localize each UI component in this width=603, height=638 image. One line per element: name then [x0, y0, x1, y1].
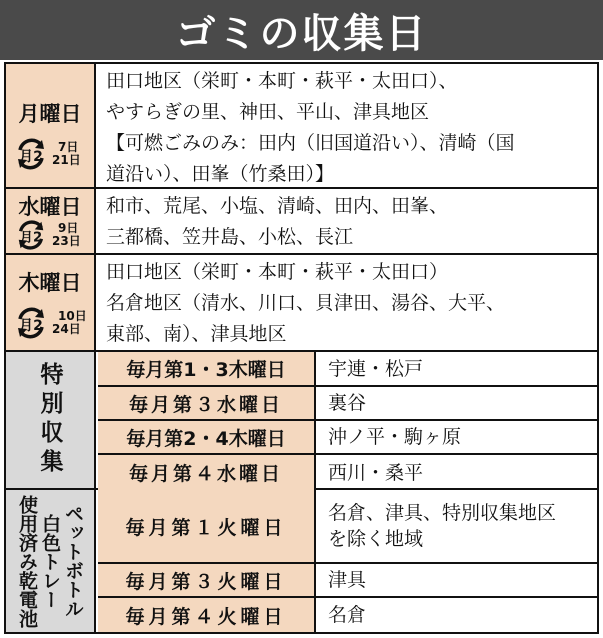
weekly-row-wednesday: [6, 189, 597, 255]
location-cell: [318, 490, 597, 562]
schedule-cell: 毎月第４水曜日: [98, 455, 316, 490]
recycle-label: [6, 490, 96, 632]
day-label: 月曜日: [18, 102, 82, 126]
cycle-days: [12, 305, 87, 341]
cycle-arrows-icon: [12, 136, 50, 172]
day-label: 水曜日: [18, 195, 82, 219]
area-list: [98, 255, 597, 350]
schedule-table: [4, 62, 599, 634]
schedule-cell: 毎月第４火曜日: [98, 598, 316, 632]
special-section: [6, 352, 597, 490]
area-line: 和市、荒尾、小塩、清崎、田内、田峯、: [106, 195, 449, 217]
location-line: 名倉、津具、特別収集地区: [328, 502, 557, 524]
cycle-days: [12, 136, 81, 172]
area-line: 道沿い）、田峯（竹桑田）】: [106, 163, 335, 185]
special-row: [98, 352, 597, 387]
recycle-label-line: 使用済み乾電池: [16, 494, 38, 628]
schedule-cell: 毎月第2・4木曜日: [98, 421, 316, 453]
schedule-cell: 毎月第１火曜日: [98, 490, 316, 562]
location-cell: 沖ノ平・駒ヶ原: [328, 426, 462, 448]
location-line: を除く地域: [328, 528, 424, 550]
recycle-row: [98, 564, 597, 598]
recycle-section: [6, 490, 597, 632]
area-line: 東部、南）、津具地区: [106, 323, 287, 345]
area-line: やすらぎの里、神田、平山、津具地区: [106, 101, 430, 123]
weekly-label: [6, 255, 96, 350]
svg-text:月2: 月2: [19, 149, 43, 165]
cycle-day-2: 24日: [52, 322, 81, 336]
cycle-days: [12, 218, 81, 252]
weekly-label: [6, 64, 96, 187]
schedule-cell: 毎月第1・3木曜日: [98, 352, 316, 385]
schedule-cell: 毎月第３火曜日: [98, 564, 316, 596]
schedule-cell: 毎月第３水曜日: [98, 387, 316, 419]
area-line: 【可燃ごみのみ：田内（旧国道沿い）、清崎（国: [106, 132, 515, 154]
area-line: 田口地区（栄町・本町・萩平・太田口）: [106, 261, 449, 283]
area-list: [98, 64, 597, 187]
cycle-day-1: 7日: [58, 140, 79, 154]
page-title: ゴミの収集日: [0, 0, 603, 60]
special-row: [98, 421, 597, 455]
day-label: 木曜日: [18, 271, 82, 295]
recycle-label-line: ペットボトル: [62, 504, 84, 618]
special-label-text: 特別収集: [36, 362, 63, 478]
svg-text:月2: 月2: [19, 230, 43, 246]
cycle-day-1: 9日: [58, 221, 79, 235]
area-list: [98, 189, 597, 253]
recycle-label-line: 白色トレー: [39, 513, 61, 609]
cycle-arrows-icon: [12, 218, 50, 252]
location-cell: 津具: [328, 569, 367, 591]
recycle-row: [98, 490, 597, 564]
cycle-day-1: 10日: [58, 309, 87, 323]
weekly-label: [6, 189, 96, 253]
area-line: 田口地区（栄町・本町・萩平・太田口）、: [106, 70, 458, 92]
special-label: [6, 352, 96, 488]
special-row: [98, 455, 597, 490]
weekly-row-monday: [6, 64, 597, 189]
weekly-row-thursday: [6, 255, 597, 352]
location-cell: 裏谷: [328, 392, 367, 414]
svg-text:月2: 月2: [19, 318, 43, 334]
cycle-day-2: 23日: [52, 234, 81, 248]
location-cell: 名倉: [328, 604, 367, 626]
cycle-arrows-icon: [12, 305, 50, 341]
cycle-day-2: 21日: [52, 153, 81, 167]
area-line: 名倉地区（清水、川口、貝津田、湯谷、大平、: [106, 292, 506, 314]
location-cell: 宇連・松戸: [328, 357, 424, 380]
special-row: [98, 387, 597, 421]
recycle-row: [98, 598, 597, 632]
location-cell: 西川・桑平: [328, 461, 424, 484]
area-line: 三都橋、笠井島、小松、長江: [106, 226, 354, 248]
